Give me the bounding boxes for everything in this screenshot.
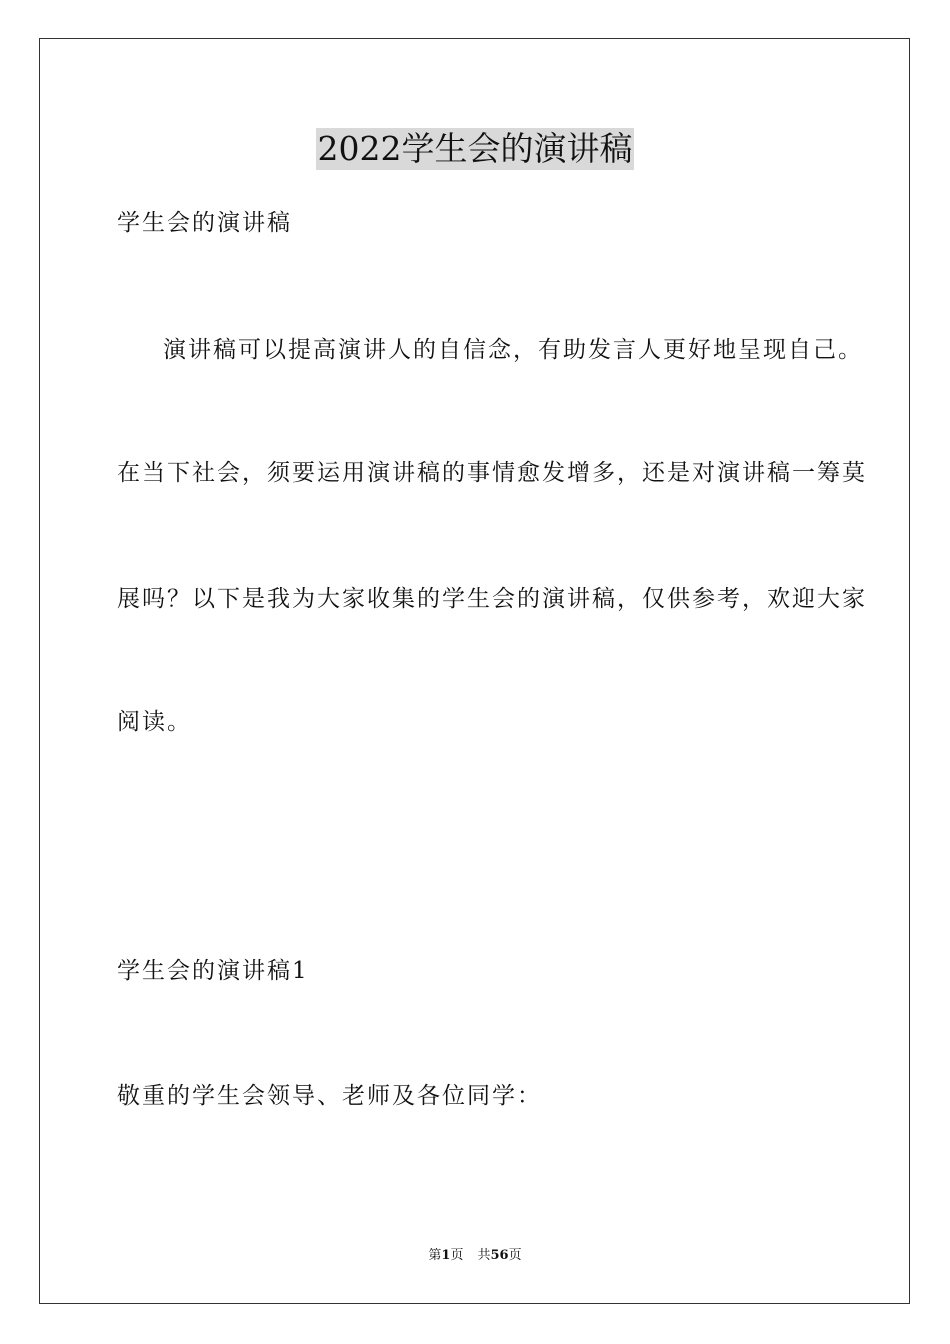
total-prefix: 共 bbox=[477, 1248, 491, 1263]
page-footer bbox=[0, 1247, 950, 1265]
subtitle: 学生会的演讲稿 bbox=[117, 210, 292, 236]
section-heading: 学生会的演讲稿1 bbox=[117, 958, 309, 984]
document-title: 2022学生会的演讲稿 bbox=[317, 129, 633, 168]
title-container bbox=[0, 128, 950, 170]
total-pages: 56 bbox=[490, 1248, 509, 1263]
page-number: 1 bbox=[441, 1248, 451, 1263]
paragraph-line-2: 在当下社会，须要运用演讲稿的事情愈发增多，还是对演讲稿一筹莫 bbox=[117, 460, 867, 486]
page-prefix: 第 bbox=[428, 1248, 442, 1263]
paragraph-line-3: 展吗？以下是我为大家收集的学生会的演讲稿，仅供参考，欢迎大家 bbox=[117, 586, 867, 612]
paragraph-line-1: 演讲稿可以提高演讲人的自信念，有助发言人更好地呈现自己。 bbox=[163, 337, 863, 363]
total-suffix: 页 bbox=[508, 1248, 522, 1263]
salutation: 敬重的学生会领导、老师及各位同学： bbox=[117, 1083, 542, 1109]
page-suffix: 页 bbox=[450, 1248, 464, 1263]
paragraph-line-4: 阅读。 bbox=[117, 709, 192, 735]
